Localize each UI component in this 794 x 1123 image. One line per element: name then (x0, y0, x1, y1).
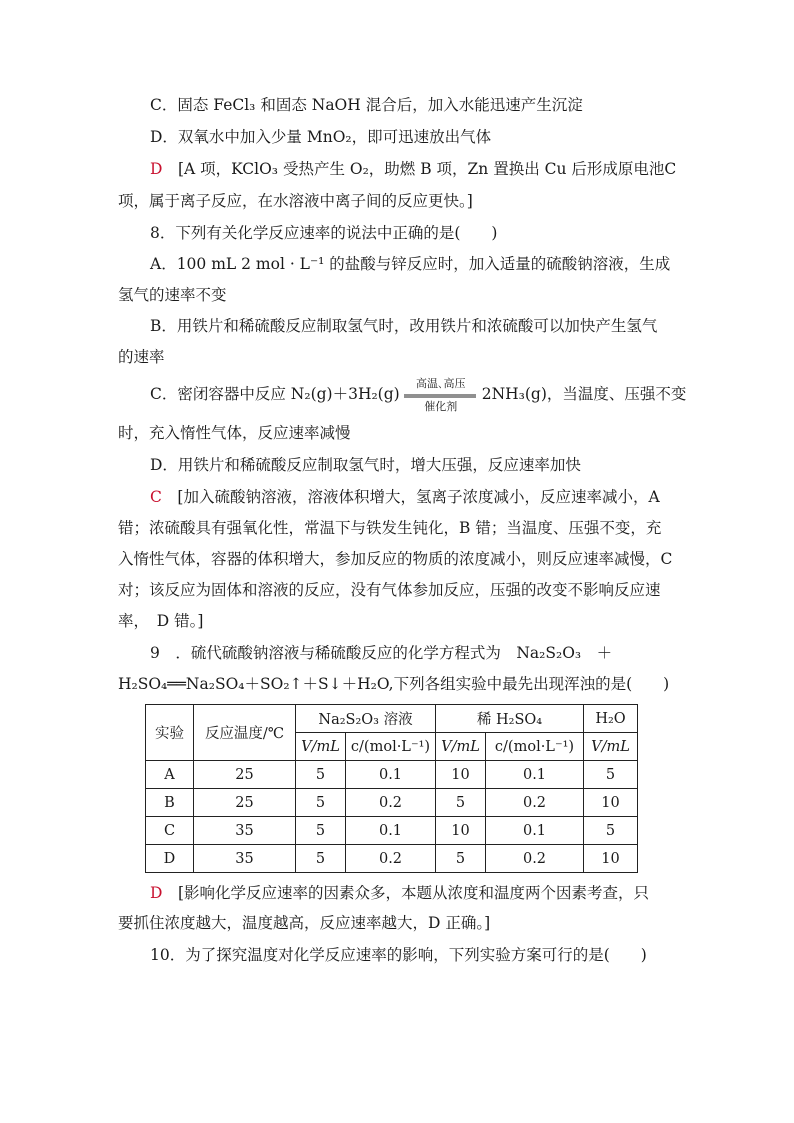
q7-expl-line1: [A 项，KClO₃ 受热产生 O₂，助燃 B 项，Zn 置换出 Cu 后形成原电池C (177, 160, 677, 178)
cell-c1: 0.2 (346, 845, 436, 873)
q8-option-b-line1: B．用铁片和稀硫酸反应制取氢气时，改用铁片和浓硫酸可以加快产生氢气 (150, 317, 658, 335)
cell-vw: 10 (584, 789, 638, 817)
table-row (146, 761, 638, 789)
q8-expl-line2: 错；浓硫酸具有强氧化性，常温下与铁发生钝化，B 错；当温度、压强不变，充 (118, 519, 662, 537)
cell-v2: 10 (436, 817, 486, 845)
cell-c2: 0.2 (486, 845, 584, 873)
cell-v2: 5 (436, 845, 486, 873)
cell-v1: 5 (296, 761, 346, 789)
q9-stem-line2: H₂SO₄══Na₂SO₄＋SO₂↑＋S↓＋H₂O,下列各组实验中最先出现浑浊的是( ) (118, 675, 670, 693)
header-water: H₂O (584, 705, 638, 733)
subheader-volume: V/mL (584, 733, 638, 761)
q8-option-a-line2: 氢气的速率不变 (118, 286, 227, 304)
cell-c2: 0.1 (486, 817, 584, 845)
cell-c1: 0.2 (346, 789, 436, 817)
cell-v1: 5 (296, 845, 346, 873)
cell-v1: 5 (296, 817, 346, 845)
table-row (146, 789, 638, 817)
q9-answer: D (150, 884, 163, 902)
header-sodium-thiosulfate: Na₂S₂O₃ 溶液 (296, 705, 436, 733)
q8-expl-line1: [加入硫酸钠溶液，溶液体积增大，氢离子浓度减小，反应速率减小，A (177, 488, 660, 506)
q9-explanation (150, 882, 649, 904)
table-row (146, 845, 638, 873)
cell-temp: 35 (194, 845, 296, 873)
q9-expl-line2: 要抓住浓度越大，温度越高，反应速率越大，D 正确。] (118, 914, 491, 932)
experiment-table (145, 704, 638, 873)
cell-exp: C (146, 817, 194, 845)
header-dilute-sulfuric-acid: 稀 H₂SO₄ (436, 705, 584, 733)
cell-exp: D (146, 845, 194, 873)
q8-option-b-line2: 的速率 (118, 348, 165, 366)
cell-exp: A (146, 761, 194, 789)
cell-temp: 25 (194, 761, 296, 789)
q8-expl-line4: 对；该反应为固体和溶液的反应，没有气体参加反应，压强的改变不影响反应速 (118, 581, 661, 599)
cell-v2: 5 (436, 789, 486, 817)
q8-option-d: D．用铁片和稀硫酸反应制取氢气时，增大压强，反应速率加快 (150, 456, 581, 474)
q8-answer: C (150, 488, 162, 506)
q8-option-a-line1: A．100 mL 2 mol · L⁻¹ 的盐酸与锌反应时，加入适量的硫酸钠溶液，生成 (150, 255, 671, 273)
table-header-row (146, 705, 638, 733)
equilibrium-arrow-icon (404, 394, 476, 398)
q8-option-c-products: 2NH₃(g)，当温度、压强不变 (481, 385, 687, 403)
q8-option-c-line2: 时，充入惰性气体，反应速率减慢 (118, 424, 351, 442)
q8-explanation (150, 486, 660, 508)
q7-expl-line2: 项，属于离子反应，在水溶液中离子间的反应更快。] (118, 192, 473, 210)
cell-exp: B (146, 789, 194, 817)
subheader-concentration: c/(mol·L⁻¹) (346, 733, 436, 761)
q8-expl-line3: 入惰性气体，容器的体积增大，参加反应的物质的浓度减小，则反应速率减慢，C (118, 550, 673, 568)
table-row (146, 817, 638, 845)
q9-stem-line1: 9 ．硫代硫酸钠溶液与稀硫酸反应的化学方程式为 Na₂S₂O₃ ＋ (150, 644, 613, 662)
subheader-volume: V/mL (296, 733, 346, 761)
header-temperature: 反应温度/℃ (194, 705, 296, 761)
q8-stem: 8．下列有关化学反应速率的说法中正确的是( ) (150, 224, 498, 242)
subheader-concentration: c/(mol·L⁻¹) (486, 733, 584, 761)
cell-v2: 10 (436, 761, 486, 789)
q8-expl-line5: 率， D 错。] (118, 612, 204, 630)
arrow-condition-bottom: 催化剂 (424, 400, 458, 413)
subheader-volume: V/mL (436, 733, 486, 761)
q8-option-c-line1 (150, 377, 687, 413)
q8-option-c-reactants: C．密闭容器中反应 N₂(g)＋3H₂(g) (150, 385, 400, 403)
cell-vw: 10 (584, 845, 638, 873)
q10-stem: 10．为了探究温度对化学反应速率的影响，下列实验方案可行的是( ) (150, 946, 647, 964)
cell-temp: 25 (194, 789, 296, 817)
cell-c2: 0.2 (486, 789, 584, 817)
arrow-condition-top: 高温､高压 (415, 377, 466, 390)
cell-c2: 0.1 (486, 761, 584, 789)
header-experiment: 实验 (146, 705, 194, 761)
q7-explanation (150, 158, 676, 180)
reversible-arrow (402, 377, 480, 413)
q7-answer: D (150, 160, 163, 178)
cell-c1: 0.1 (346, 817, 436, 845)
cell-c1: 0.1 (346, 761, 436, 789)
q7-option-c: C．固态 FeCl₃ 和固态 NaOH 混合后，加入水能迅速产生沉淀 (150, 96, 583, 114)
cell-v1: 5 (296, 789, 346, 817)
cell-vw: 5 (584, 761, 638, 789)
q9-expl-line1: [影响化学反应速率的因素众多，本题从浓度和温度两个因素考查，只 (177, 884, 650, 902)
cell-vw: 5 (584, 817, 638, 845)
cell-temp: 35 (194, 817, 296, 845)
q7-option-d: D．双氧水中加入少量 MnO₂，即可迅速放出气体 (150, 128, 492, 146)
